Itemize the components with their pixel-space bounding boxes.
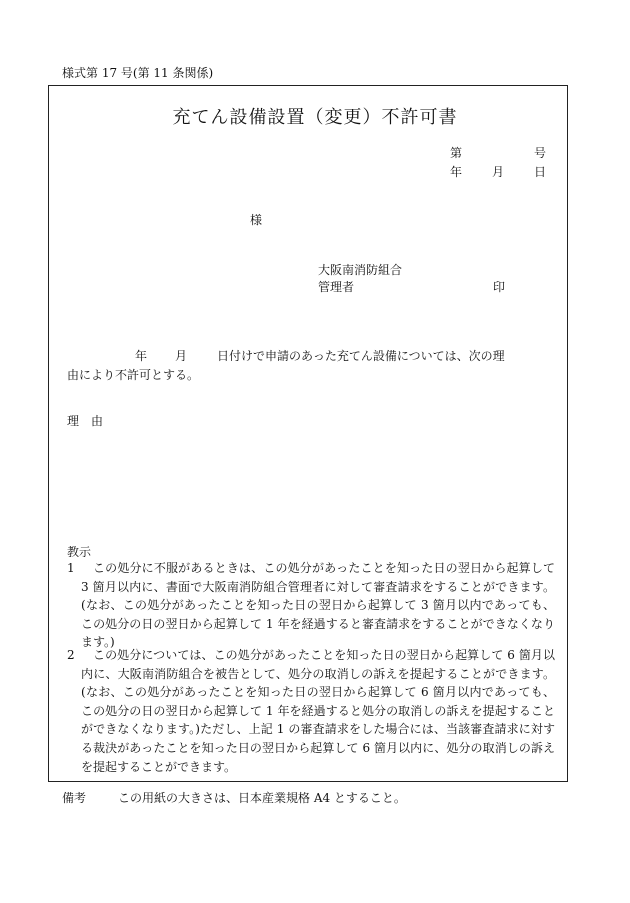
instruction-item — [67, 559, 555, 652]
instruction-item-number: 2 — [67, 648, 75, 662]
date-day-label: 日 — [534, 165, 547, 179]
date-month-label: 月 — [492, 165, 505, 179]
reason-label: 理 由 — [67, 414, 104, 428]
instruction-item-text: この処分に不服があるときは、この処分があったことを知った日の翌日から起算して 3 箇月以内に、書面で大阪南消防組合管理者に対して審査請求をすることができます。(なお、この処分があったことを知った日の翌日から起算して 3 箇月以内であっても、この処分の日の翌日から起算して 1 年を経過すると審査請求をすることができなくなります。) — [81, 561, 555, 650]
body-text — [67, 347, 559, 385]
remarks-text: この用紙の大きさは、日本産業規格 A4 とすること。 — [118, 791, 406, 805]
seal-mark: 印 — [493, 280, 506, 294]
issuer-organization: 大阪南消防組合 — [318, 263, 403, 277]
form-number: 様式第 17 号(第 11 条関係) — [62, 66, 214, 80]
body-text-line1: 日付けで申請のあった充てん設備については、次の理 — [217, 349, 505, 363]
document-title: 充てん設備設置（変更）不許可書 — [172, 107, 458, 128]
instruction-item-text: この処分については、この処分があったことを知った日の翌日から起算して 6 箇月以内に、大阪南消防組合を被告として、処分の取消しの訴えを提起することができます。(なお、この処分があったことを知った日の翌日から起算して 6 箇月以内であっても、この処分の日の翌日から起算して 1 年を経過すると処分の取消しの訴えを提起することができなくなります。)ただし、上記 1 の審査請求をした場合には、当該審査請求に対する裁決があったことを知った日の翌日から起算して 6 箇月以内に、処分の取消しの訴えを提起することができます。 — [81, 648, 555, 774]
instruction-item — [67, 646, 555, 776]
body-text-line2: 由により不許可とする。 — [67, 368, 200, 382]
recipient-honorific: 様 — [250, 213, 263, 227]
instruction-item-number: 1 — [67, 561, 75, 575]
date-year-label: 年 — [450, 165, 463, 179]
number-prefix: 第 — [450, 146, 463, 160]
number-suffix: 号 — [534, 146, 547, 160]
body-month-label: 月 — [175, 349, 188, 363]
instruction-title: 教示 — [67, 545, 92, 559]
body-year-label: 年 — [135, 349, 148, 363]
remarks-label: 備考 — [62, 791, 87, 805]
issuer-manager: 管理者 — [318, 280, 355, 294]
